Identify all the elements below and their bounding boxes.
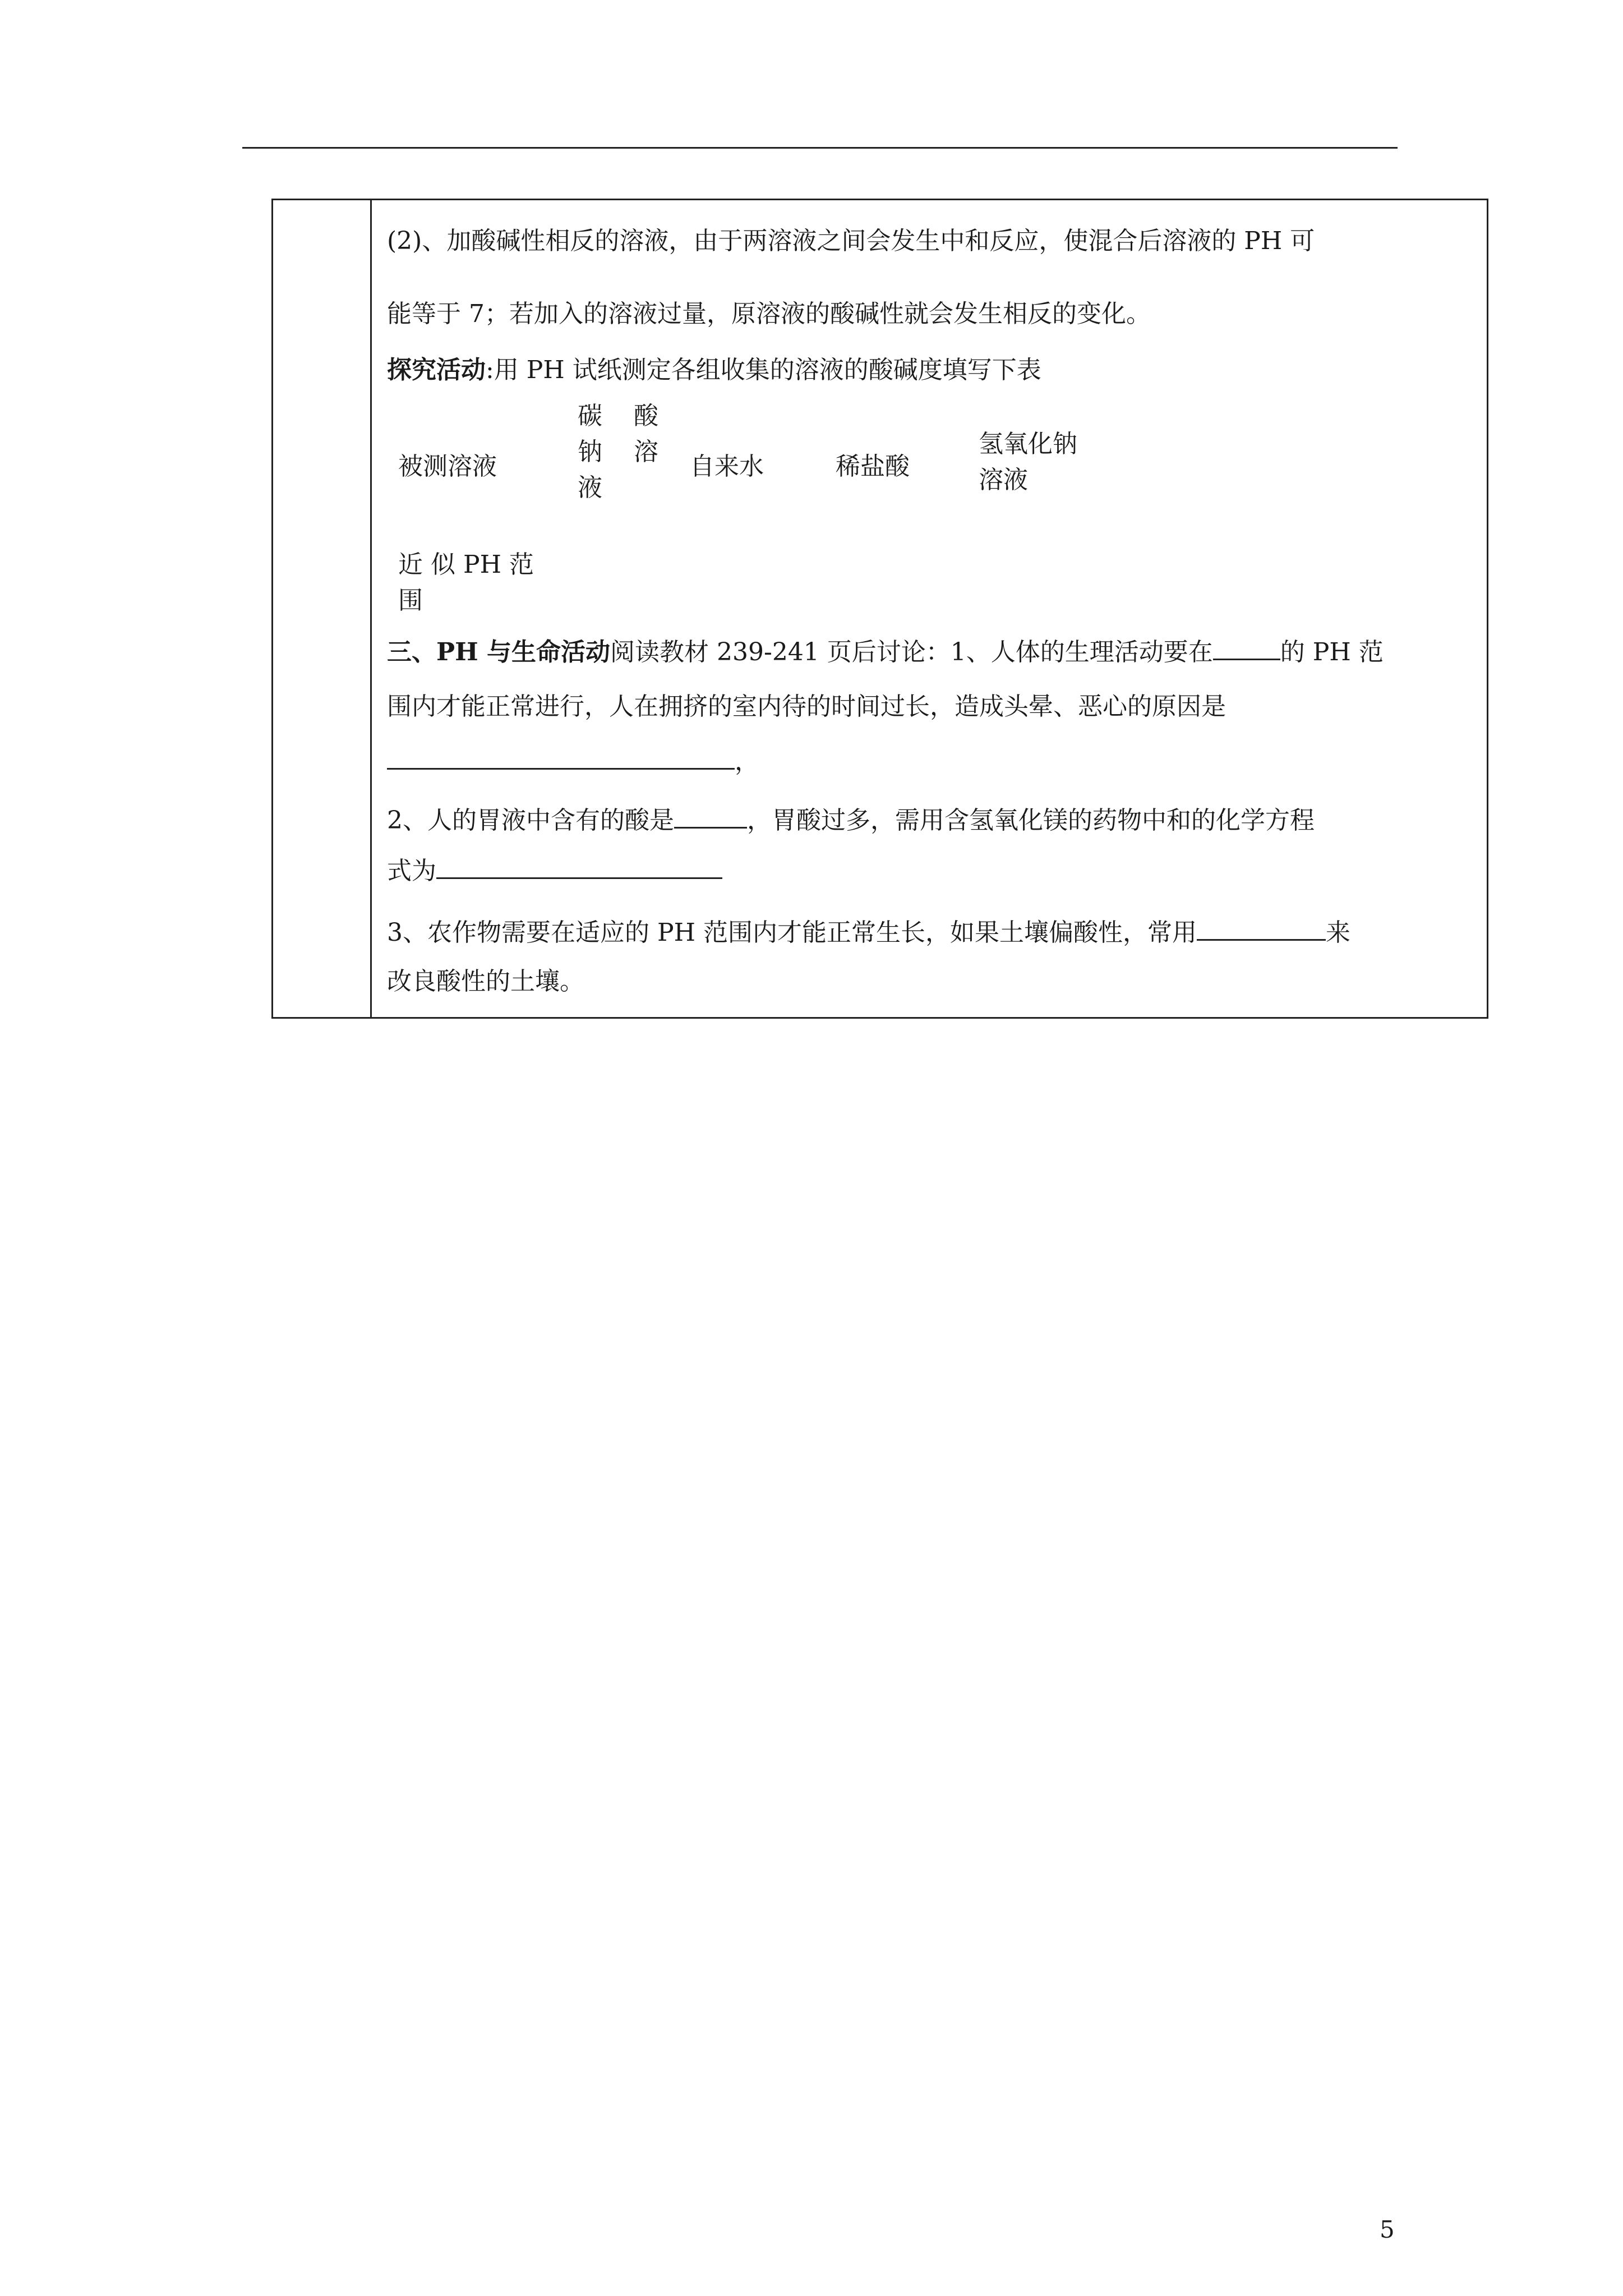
- table-col-acid-solution: 酸 溶: [634, 402, 658, 466]
- question3-line2: 改良酸性的土壤。: [387, 967, 584, 996]
- fill-blank[interactable]: [1197, 914, 1326, 941]
- question2-line1: 2、人的胃液中含有的酸是 ，胃酸过多，需用含氢氧化镁的药物中和的化学方程: [387, 802, 1315, 838]
- table-col-dilute-hcl: 稀盐酸: [836, 452, 910, 481]
- section3-line1: 三、PH 与生命活动阅读教材 239-241 页后讨论：1、人体的生理活动要在 的 PH 范: [387, 634, 1384, 669]
- fill-blank[interactable]: [674, 802, 747, 829]
- section3-line2: 围内才能正常进行，人在拥挤的室内待的时间过长，造成头晕、恶心的原因是: [387, 692, 1226, 721]
- activity-text: :用 PH 试纸测定各组收集的溶液的酸碱度填写下表: [486, 356, 1041, 384]
- section3-title: 三、PH 与生命活动: [387, 638, 610, 666]
- fill-blank[interactable]: [436, 853, 722, 879]
- table-col-sodium-hydroxide: 氢氧化钠 溶液: [979, 430, 1077, 494]
- table-col-sodium-carbonate: 碳 钠 液: [578, 402, 602, 502]
- table-column-divider: [370, 199, 372, 1019]
- question2-line2: 式为: [387, 853, 722, 888]
- header-rule: [242, 147, 1398, 149]
- paragraph-line: 能等于 7；若加入的溶液过量，原溶液的酸碱性就会发生相反的变化。: [387, 300, 1151, 328]
- fill-blank[interactable]: [1213, 634, 1280, 660]
- activity-label: 探究活动: [387, 356, 486, 384]
- page-number: 5: [1380, 2216, 1395, 2243]
- table-header-tested-solution: 被测溶液: [398, 452, 497, 481]
- activity-line: [387, 353, 1041, 387]
- section3-line3: ，: [387, 743, 759, 779]
- question3-line1: 3、农作物需要在适应的 PH 范围内才能正常生长，如果土壤偏酸性，常用 来: [387, 914, 1350, 950]
- table-header-ph-range: 近 似 PH 范 围: [398, 550, 534, 615]
- paragraph-line: (2)、加酸碱性相反的溶液，由于两溶液之间会发生中和反应，使混合后溶液的 PH 可: [387, 227, 1315, 255]
- fill-blank[interactable]: [387, 743, 735, 770]
- table-col-tap-water: 自来水: [690, 452, 764, 481]
- measurement-table: [387, 398, 1481, 623]
